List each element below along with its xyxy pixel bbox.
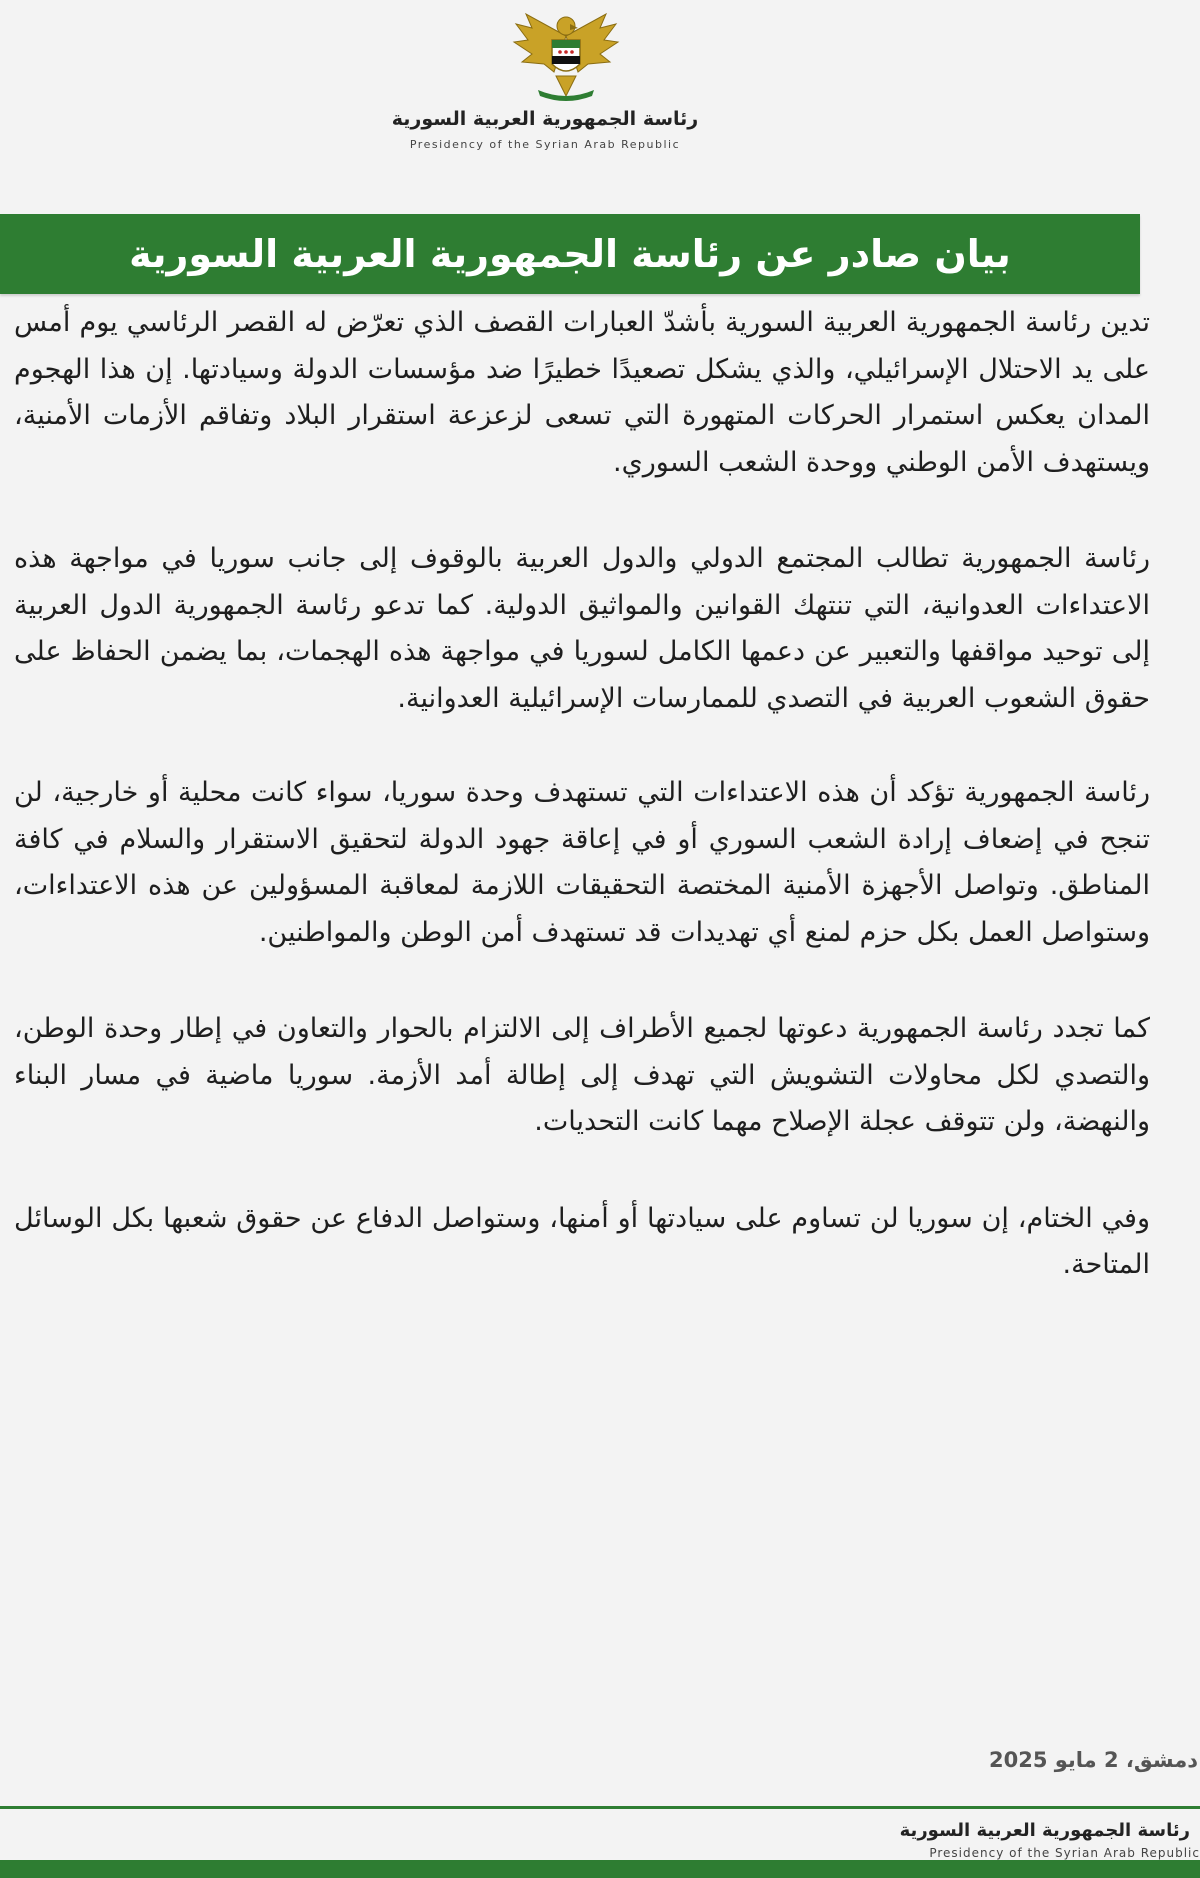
letterhead [0,0,1200,170]
header-org-name-ar: رئاسة الجمهورية العربية السورية [391,108,699,130]
statement-body [14,300,1150,1325]
paragraph: كما تجدد رئاسة الجمهورية دعوتها لجميع الأطراف إلى الالتزام بالحوار والتعاون في إطار وحدة الوطن، والتصدي لكل محاولات التشويش التي تهدف إلى إطالة أمد الأزمة. سوريا ماضية في مسار البناء والنهضة، ولن تتوقف عجلة الإصلاح مهما كانت التحديات. [14,1013,1150,1137]
dateline: دمشق، 2 مايو 2025 [988,1748,1198,1772]
paragraph: رئاسة الجمهورية تطالب المجتمع الدولي والدول العربية بالوقوف إلى جانب سوريا في مواجهة هذه الاعتداءات العدوانية، التي تنتهك القوانين والمواثيق الدولية. كما تدعو رئاسة الجمهورية الدول العربية إلى توحيد مواقفها والتعبير عن دعمها الكامل لسوريا في مواجهة هذه الهجمات، بما يضمن الحفاظ على حقوق الشعوب العربية في التصدي للممارسات الإسرائيلية العدوانية. [14,543,1150,714]
eagle-emblem-icon [508,6,624,106]
paragraph: تدين رئاسة الجمهورية العربية السورية بأشدّ العبارات القصف الذي تعرّض له القصر الرئاسي يوم أمس على يد الاحتلال الإسرائيلي، والذي يشكل تصعيدًا خطيرًا ضد مؤسسات الدولة وسيادتها. إن هذا الهجوم المدان يعكس استمرار الحركات المتهورة التي تسعى لزعزعة استقرار البلاد وتفاقم الأزمات الأمنية، ويستهدف الأمن الوطني ووحدة الشعب السوري. [14,307,1150,478]
paragraph: رئاسة الجمهورية تؤكد أن هذه الاعتداءات التي تستهدف وحدة سوريا، سواء كانت محلية أو خارجية، لن تنجح في إضعاف إرادة الشعب السوري أو في إعاقة جهود الدولة لتحقيق الاستقرار والسلام في كافة المناطق. وتواصل الأجهزة الأمنية المختصة التحقيقات اللازمة لمعاقبة المسؤولين عن هذه الاعتداءات، وستواصل العمل بكل حزم لمنع أي تهديدات قد تستهدف أمن الوطن والمواطنين. [14,777,1150,948]
statement-title: بيان صادر عن رئاسة الجمهورية العربية السورية [0,214,1140,294]
header-org-name-en: Presidency of the Syrian Arab Republic [409,138,681,151]
footer-divider [0,1806,1200,1809]
footer-org-name-en: Presidency of the Syrian Arab Republic [929,1846,1200,1860]
footer-band [0,1860,1200,1878]
paragraph: وفي الختام، إن سوريا لن تساوم على سيادتها أو أمنها، وستواصل الدفاع عن حقوق شعبها بكل الوسائل المتاحة. [14,1202,1150,1280]
footer-org-name-ar: رئاسة الجمهورية العربية السورية [899,1820,1190,1841]
